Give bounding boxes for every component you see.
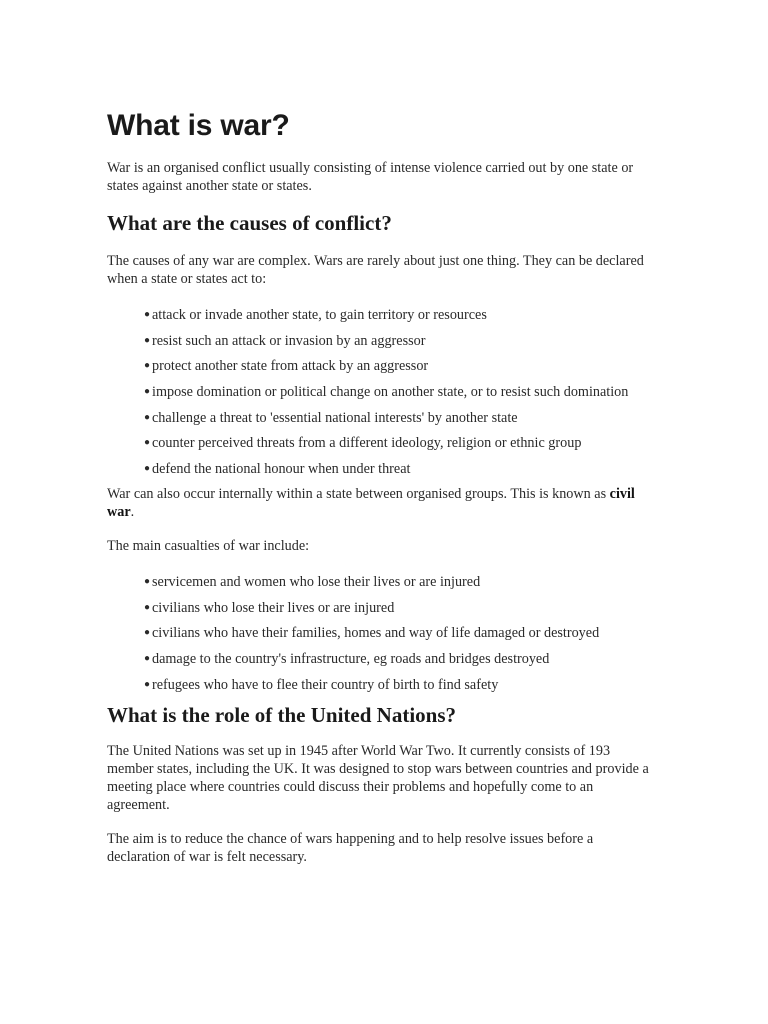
list-item-text: resist such an attack or invasion by an aggressor [152,332,426,349]
list-item-text: defend the national honour when under threat [152,461,411,478]
intro-paragraph: War is an organised conflict usually consisting of intense violence carried out by one state or states against another state or states. [107,160,634,194]
list-item [107,332,667,358]
casualties-lead-paragraph: The main casualties of war include: [107,538,310,554]
list-item [107,383,667,409]
intro-section [107,159,667,195]
page-title: What is war? [107,109,290,142]
un-heading: What is the role of the United Nations? [107,703,457,727]
bullet-icon: ● [144,309,151,320]
causes-lead-block [107,252,667,288]
un-paragraph-1: The United Nations was set up in 1945 after World War Two. It currently consists of 193 member states, including the UK. It was designed to stop wars between countries and provide a meeting place where countries could discuss their problems and hopefully come to an agreement. [107,743,649,813]
list-item [107,676,667,702]
un-heading-block [107,702,667,728]
un-para2-block [107,830,642,866]
list-item [107,460,667,486]
causes-lead-paragraph: The causes of any war are complex. Wars are rarely about just one thing. They can be declared when a state or states act to: [107,253,644,287]
causes-list-block [107,306,667,486]
bullet-icon: ● [144,437,151,449]
bullet-icon: ● [144,601,151,613]
list-item-text: refugees who have to flee their country of birth to find safety [152,676,499,693]
list-item [107,434,667,460]
bullet-icon: ● [144,627,151,639]
bullet-icon: ● [144,386,151,398]
bullet-icon: ● [144,576,151,587]
casualties-list-block [107,573,667,701]
civil-war-block [107,485,637,521]
casualties-lead-block [107,537,667,555]
list-item-text: impose domination or political change on another state, or to resist such domination [152,384,629,401]
list-item-text: protect another state from attack by an aggressor [152,358,429,375]
list-item-text: civilians who lose their lives or are injured [152,599,395,616]
list-item-text: civilians who have their families, homes and way of life damaged or destroyed [152,625,600,642]
list-item-text: counter perceived threats from a different ideology, religion or ethnic group [152,435,582,452]
list-item [107,306,667,332]
civil-war-suffix: . [130,504,135,520]
list-item [107,599,667,625]
list-item-text: damage to the country's infrastructure, eg roads and bridges destroyed [152,651,550,668]
causes-heading-block [107,210,667,236]
list-item [107,409,667,435]
list-item [107,357,667,383]
bullet-icon: ● [144,334,151,346]
list-item [107,650,667,676]
civil-war-term: civil war [107,486,635,520]
list-item [107,624,667,650]
list-item-text: challenge a threat to 'essential national interests' by another state [152,409,518,426]
list-item-text: servicemen and women who lose their lives or are injured [152,574,481,590]
bullet-icon: ● [144,360,151,372]
un-paragraph-2: The aim is to reduce the chance of wars happening and to help resolve issues before a declaration of war is felt necessary. [107,831,594,865]
bullet-icon: ● [144,678,151,690]
bullet-icon: ● [144,653,151,665]
causes-heading: What are the causes of conflict? [107,211,392,235]
un-para1-block [107,742,655,814]
bullet-icon: ● [144,411,151,423]
bullet-icon: ● [144,463,151,475]
civil-war-paragraph [107,485,637,521]
civil-war-prefix: War can also occur internally within a state between organised groups. This is known as [107,486,610,502]
list-item-text: attack or invade another state, to gain territory or resources [152,307,487,323]
causes-list [107,306,667,486]
casualties-list [107,573,667,701]
list-item [107,573,667,599]
